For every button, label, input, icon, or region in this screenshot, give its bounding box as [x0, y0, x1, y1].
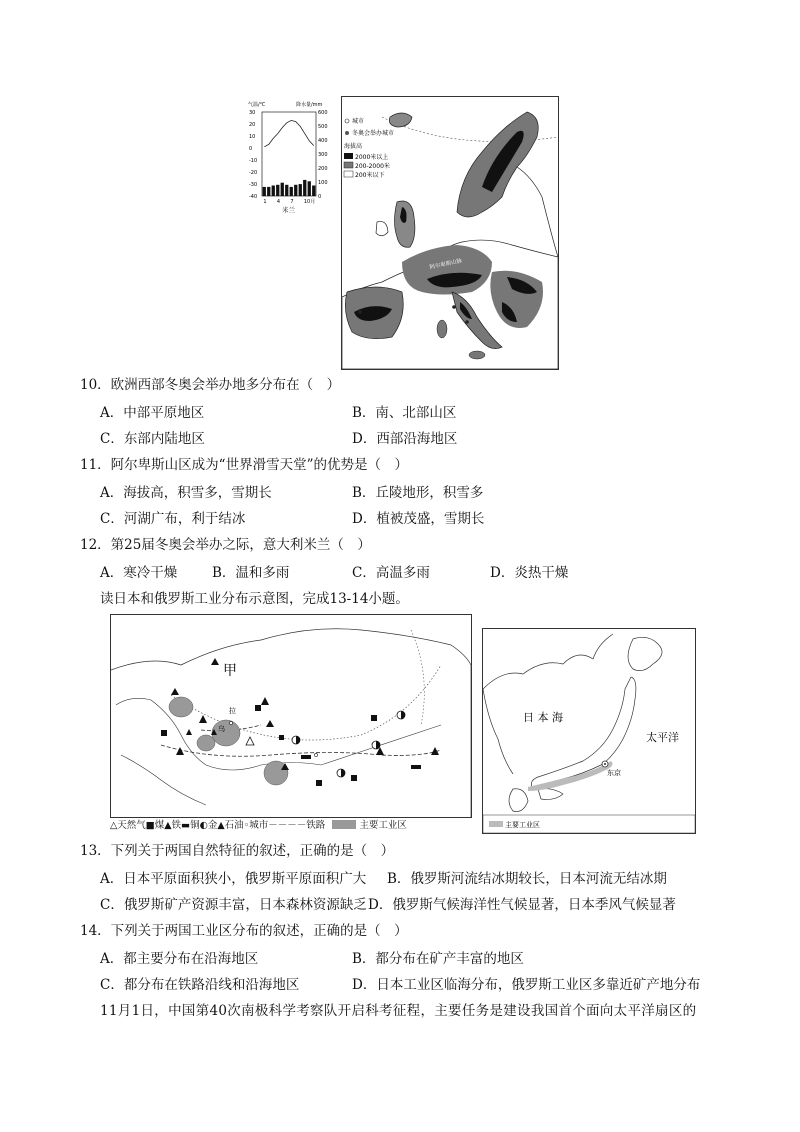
question-14-option-c[interactable]: C．都分布在铁路沿线和沿海地区 — [100, 977, 300, 993]
precip-bar — [290, 187, 293, 196]
precip-tick-label: 300 — [318, 152, 328, 158]
pacific-label: 太平洋 — [646, 731, 679, 744]
question-11-stem: 11．阿尔卑斯山区成为“世界滑雪天堂”的优势是（ ） — [80, 457, 408, 473]
question-10-option-c[interactable]: C．东部内陆地区 — [100, 431, 205, 447]
question-14-option-b[interactable]: B．都分布在矿产丰富的地区 — [352, 951, 524, 967]
precip-bar — [303, 180, 306, 196]
question-11-option-b[interactable]: B．丘陵地形，积雪多 — [352, 485, 484, 501]
russia-map-legend — [110, 817, 407, 831]
question-13-option-c[interactable]: C．俄罗斯矿产资源丰富，日本森林资源缺乏 — [100, 897, 367, 913]
precip-tick-label: 400 — [318, 138, 328, 144]
temp-tick-label: 10 — [249, 134, 256, 140]
precip-tick-label: 0 — [318, 194, 322, 200]
europe-map — [341, 96, 559, 370]
month-tick-label: 1 — [263, 199, 267, 205]
temperature-line — [264, 120, 314, 146]
label-jia: 甲 — [223, 663, 237, 679]
station-name: 米兰 — [282, 206, 295, 214]
question-11-option-c[interactable]: C．河湖广布，利于结冰 — [100, 511, 246, 527]
legend-zone-swatch — [332, 820, 356, 829]
precip-bar — [276, 185, 279, 196]
europe-map-legend — [344, 117, 394, 179]
alps-label: 阿尔卑斯山脉 — [429, 258, 463, 271]
precip-tick-label: 600 — [318, 110, 328, 116]
question-12-option-d[interactable]: D．炎热干燥 — [490, 565, 569, 581]
footer-passage: 11月1日，中国第40次南极科学考察队开启科考征程，主要任务是建设我国首个面向太平洋扇区的 — [100, 1003, 697, 1019]
month-tick-label: 7 — [290, 199, 294, 205]
tokyo-label: 东京 — [607, 769, 621, 777]
month-tick-label: 4 — [276, 199, 281, 205]
russia-legend-text: △天然气■煤▲铁▬铜◐金▲石油◦城市－－－－铁路 — [110, 820, 326, 831]
label-wu: 乌 — [218, 725, 225, 733]
japan-sea-label: 日 本 海 — [523, 711, 563, 724]
temp-tick-label: 30 — [249, 110, 256, 116]
question-13-stem: 13．下列关于两国自然特征的叙述，正确的是（ ） — [80, 843, 395, 859]
question-10-option-d[interactable]: D．西部沿海地区 — [352, 431, 458, 447]
question-14-option-d[interactable]: D．日本工业区临海分布，俄罗斯工业区多靠近矿产地分布 — [352, 977, 701, 993]
precip-bar — [272, 186, 275, 197]
instruction-text: 读日本和俄罗斯工业分布示意图，完成13-14小题。 — [100, 591, 409, 607]
legend-elevation-mid: 200-2000米 — [355, 163, 390, 170]
temp-axis-label: 气温/℃ — [248, 102, 266, 108]
question-12-stem: 12．第25届冬奥会举办之际，意大利米兰（ ） — [80, 537, 371, 553]
question-11-option-d[interactable]: D．植被茂盛，雪期长 — [352, 511, 485, 527]
question-10-option-b[interactable]: B．南、北部山区 — [352, 405, 457, 421]
month-tick-label: 10月 — [303, 199, 316, 205]
precip-bar — [299, 184, 302, 196]
russia-legend-zone: 主要工业区 — [359, 820, 407, 831]
japan-map-svg — [483, 629, 695, 833]
temp-tick-label: 20 — [249, 122, 256, 128]
temp-tick-label: 0 — [249, 146, 253, 152]
question-13-option-a[interactable]: A．日本平原面积狭小，俄罗斯平原面积广大 — [100, 871, 367, 887]
precip-bar — [285, 185, 288, 196]
precip-bar — [281, 183, 284, 196]
question-13-option-b[interactable]: B．俄罗斯河流结冰期较长，日本河流无结冰期 — [387, 871, 667, 887]
temp-tick-label: -20 — [249, 170, 258, 176]
climate-chart-svg — [248, 98, 338, 220]
precip-bar — [294, 185, 297, 196]
label-la: 拉 — [229, 707, 236, 715]
legend-elevation-low: 200米以下 — [355, 172, 385, 179]
precip-tick-label: 500 — [318, 124, 328, 130]
japan-map — [482, 628, 696, 834]
legend-elevation-high: 2000米以上 — [355, 154, 389, 161]
europe-map-svg — [342, 97, 558, 369]
legend-city: 城市 — [352, 118, 365, 125]
temp-tick-label: -10 — [249, 158, 258, 164]
temp-tick-label: -30 — [249, 182, 258, 188]
japan-legend-zone: 主要工业区 — [505, 821, 540, 829]
precip-axis-label: 降水量/mm — [296, 102, 323, 108]
legend-elevation-title: 海拔高 — [344, 143, 363, 150]
question-12-option-b[interactable]: B．温和多雨 — [212, 565, 290, 581]
question-10-stem: 10．欧洲西部冬奥会举办地多分布在（ ） — [80, 377, 341, 393]
question-12-option-a[interactable]: A．寒冷干燥 — [100, 565, 178, 581]
question-10-option-a[interactable]: A．中部平原地区 — [100, 405, 205, 421]
russia-map-svg — [111, 615, 471, 817]
precip-bar — [308, 181, 311, 196]
precip-bar — [263, 187, 266, 196]
question-13-option-d[interactable]: D．俄罗斯气候海洋性气候显著，日本季风气候显著 — [368, 897, 676, 913]
climate-chart — [248, 98, 338, 220]
russia-map — [110, 614, 472, 818]
question-11-option-a[interactable]: A．海拔高，积雪多，雪期长 — [100, 485, 272, 501]
question-14-option-a[interactable]: A．都主要分布在沿海地区 — [100, 951, 259, 967]
precip-tick-label: 100 — [318, 180, 328, 186]
question-12-option-c[interactable]: C．高温多雨 — [352, 565, 430, 581]
question-14-stem: 14．下列关于两国工业区分布的叙述，正确的是（ ） — [80, 923, 408, 939]
temp-tick-label: -40 — [249, 194, 258, 200]
precip-bar — [312, 186, 315, 197]
precip-bar — [267, 187, 270, 196]
legend-olympic-city: 冬奥会举办城市 — [352, 130, 395, 137]
precip-tick-label: 200 — [318, 166, 328, 172]
